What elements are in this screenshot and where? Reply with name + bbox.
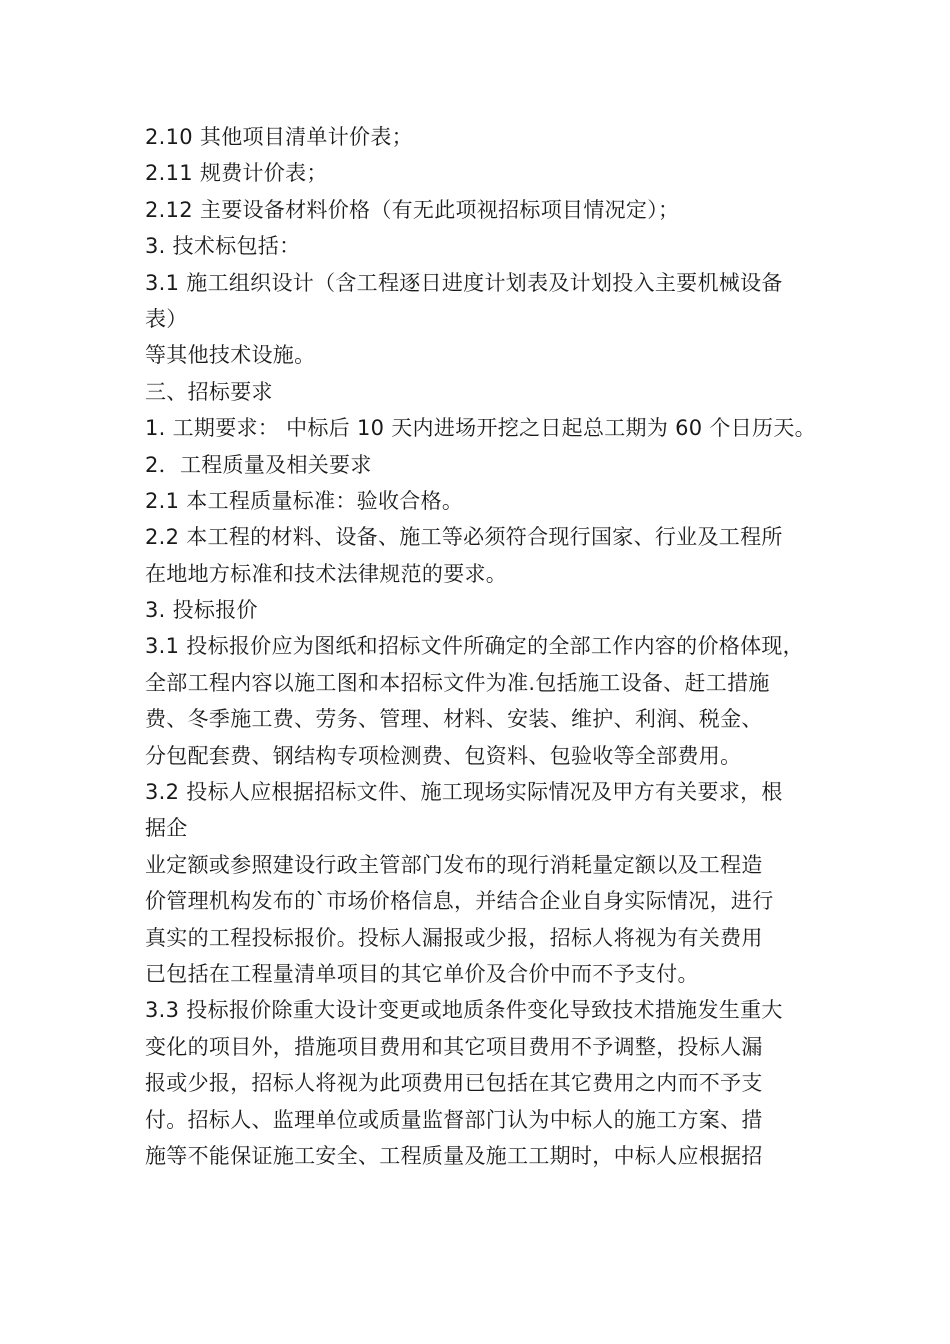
- text-line: 2.1 本工程质量标准：验收合格。: [145, 488, 464, 513]
- text-line: 业定额或参照建设行政主管部门发布的现行消耗量定额以及工程造: [145, 852, 763, 877]
- section-heading: 三、招标要求: [145, 379, 273, 404]
- text-line: 真实的工程投标报价。投标人漏报或少报，招标人将视为有关费用: [145, 925, 763, 950]
- text-line: 价管理机构发布的`市场价格信息，并结合企业自身实际情况，进行: [145, 889, 774, 914]
- text-line: 等其他技术设施。: [145, 343, 316, 368]
- text-line: 表）: [145, 306, 188, 331]
- text-line: 已包括在工程量清单项目的其它单价及合价中而不予支付。: [145, 961, 699, 986]
- text-line: 1. 工期要求： 中标后 10 天内进场开挖之日起总工期为 60 个日历天。: [145, 416, 816, 441]
- text-line: 3.1 投标报价应为图纸和招标文件所确定的全部工作内容的价格体现，: [145, 634, 804, 659]
- text-line: 2．工程质量及相关要求: [145, 452, 372, 477]
- text-line: 全部工程内容以施工图和本招标文件为准.包括施工设备、赶工措施: [145, 670, 770, 695]
- text-line: 报或少报，招标人将视为此项费用已包括在其它费用之内而不予支: [145, 1071, 763, 1096]
- text-line: 3. 技术标包括：: [145, 234, 301, 259]
- text-line: 3.3 投标报价除重大设计变更或地质条件变化导致技术措施发生重大: [145, 998, 783, 1023]
- text-line: 3.1 施工组织设计（含工程逐日进度计划表及计划投入主要机械设备: [145, 270, 783, 295]
- text-line: 费、冬季施工费、劳务、管理、材料、安装、维护、利润、税金、: [145, 707, 763, 732]
- text-line: 2.11 规费计价表；: [145, 161, 328, 186]
- text-line: 2.12 主要设备材料价格（有无此项视招标项目情况定）；: [145, 197, 680, 222]
- text-line: 施等不能保证施工安全、工程质量及施工工期时，中标人应根据招: [145, 1143, 763, 1168]
- text-line: 变化的项目外，措施项目费用和其它项目费用不予调整，投标人漏: [145, 1034, 763, 1059]
- text-line: 据企: [145, 816, 188, 841]
- text-line: 在地地方标准和技术法律规范的要求。: [145, 561, 508, 586]
- document-body: [145, 119, 815, 1174]
- text-line: 3. 投标报价: [145, 598, 258, 623]
- text-line: 2.10 其他项目清单计价表；: [145, 125, 413, 149]
- text-line: 分包配套费、钢结构专项检测费、包资料、包验收等全部费用。: [145, 743, 742, 768]
- text-line: 3.2 投标人应根据招标文件、施工现场实际情况及甲方有关要求，根: [145, 780, 783, 805]
- text-line: 付。招标人、监理单位或质量监督部门认为中标人的施工方案、措: [145, 1107, 763, 1132]
- text-line: 2.2 本工程的材料、设备、施工等必须符合现行国家、行业及工程所: [145, 525, 783, 550]
